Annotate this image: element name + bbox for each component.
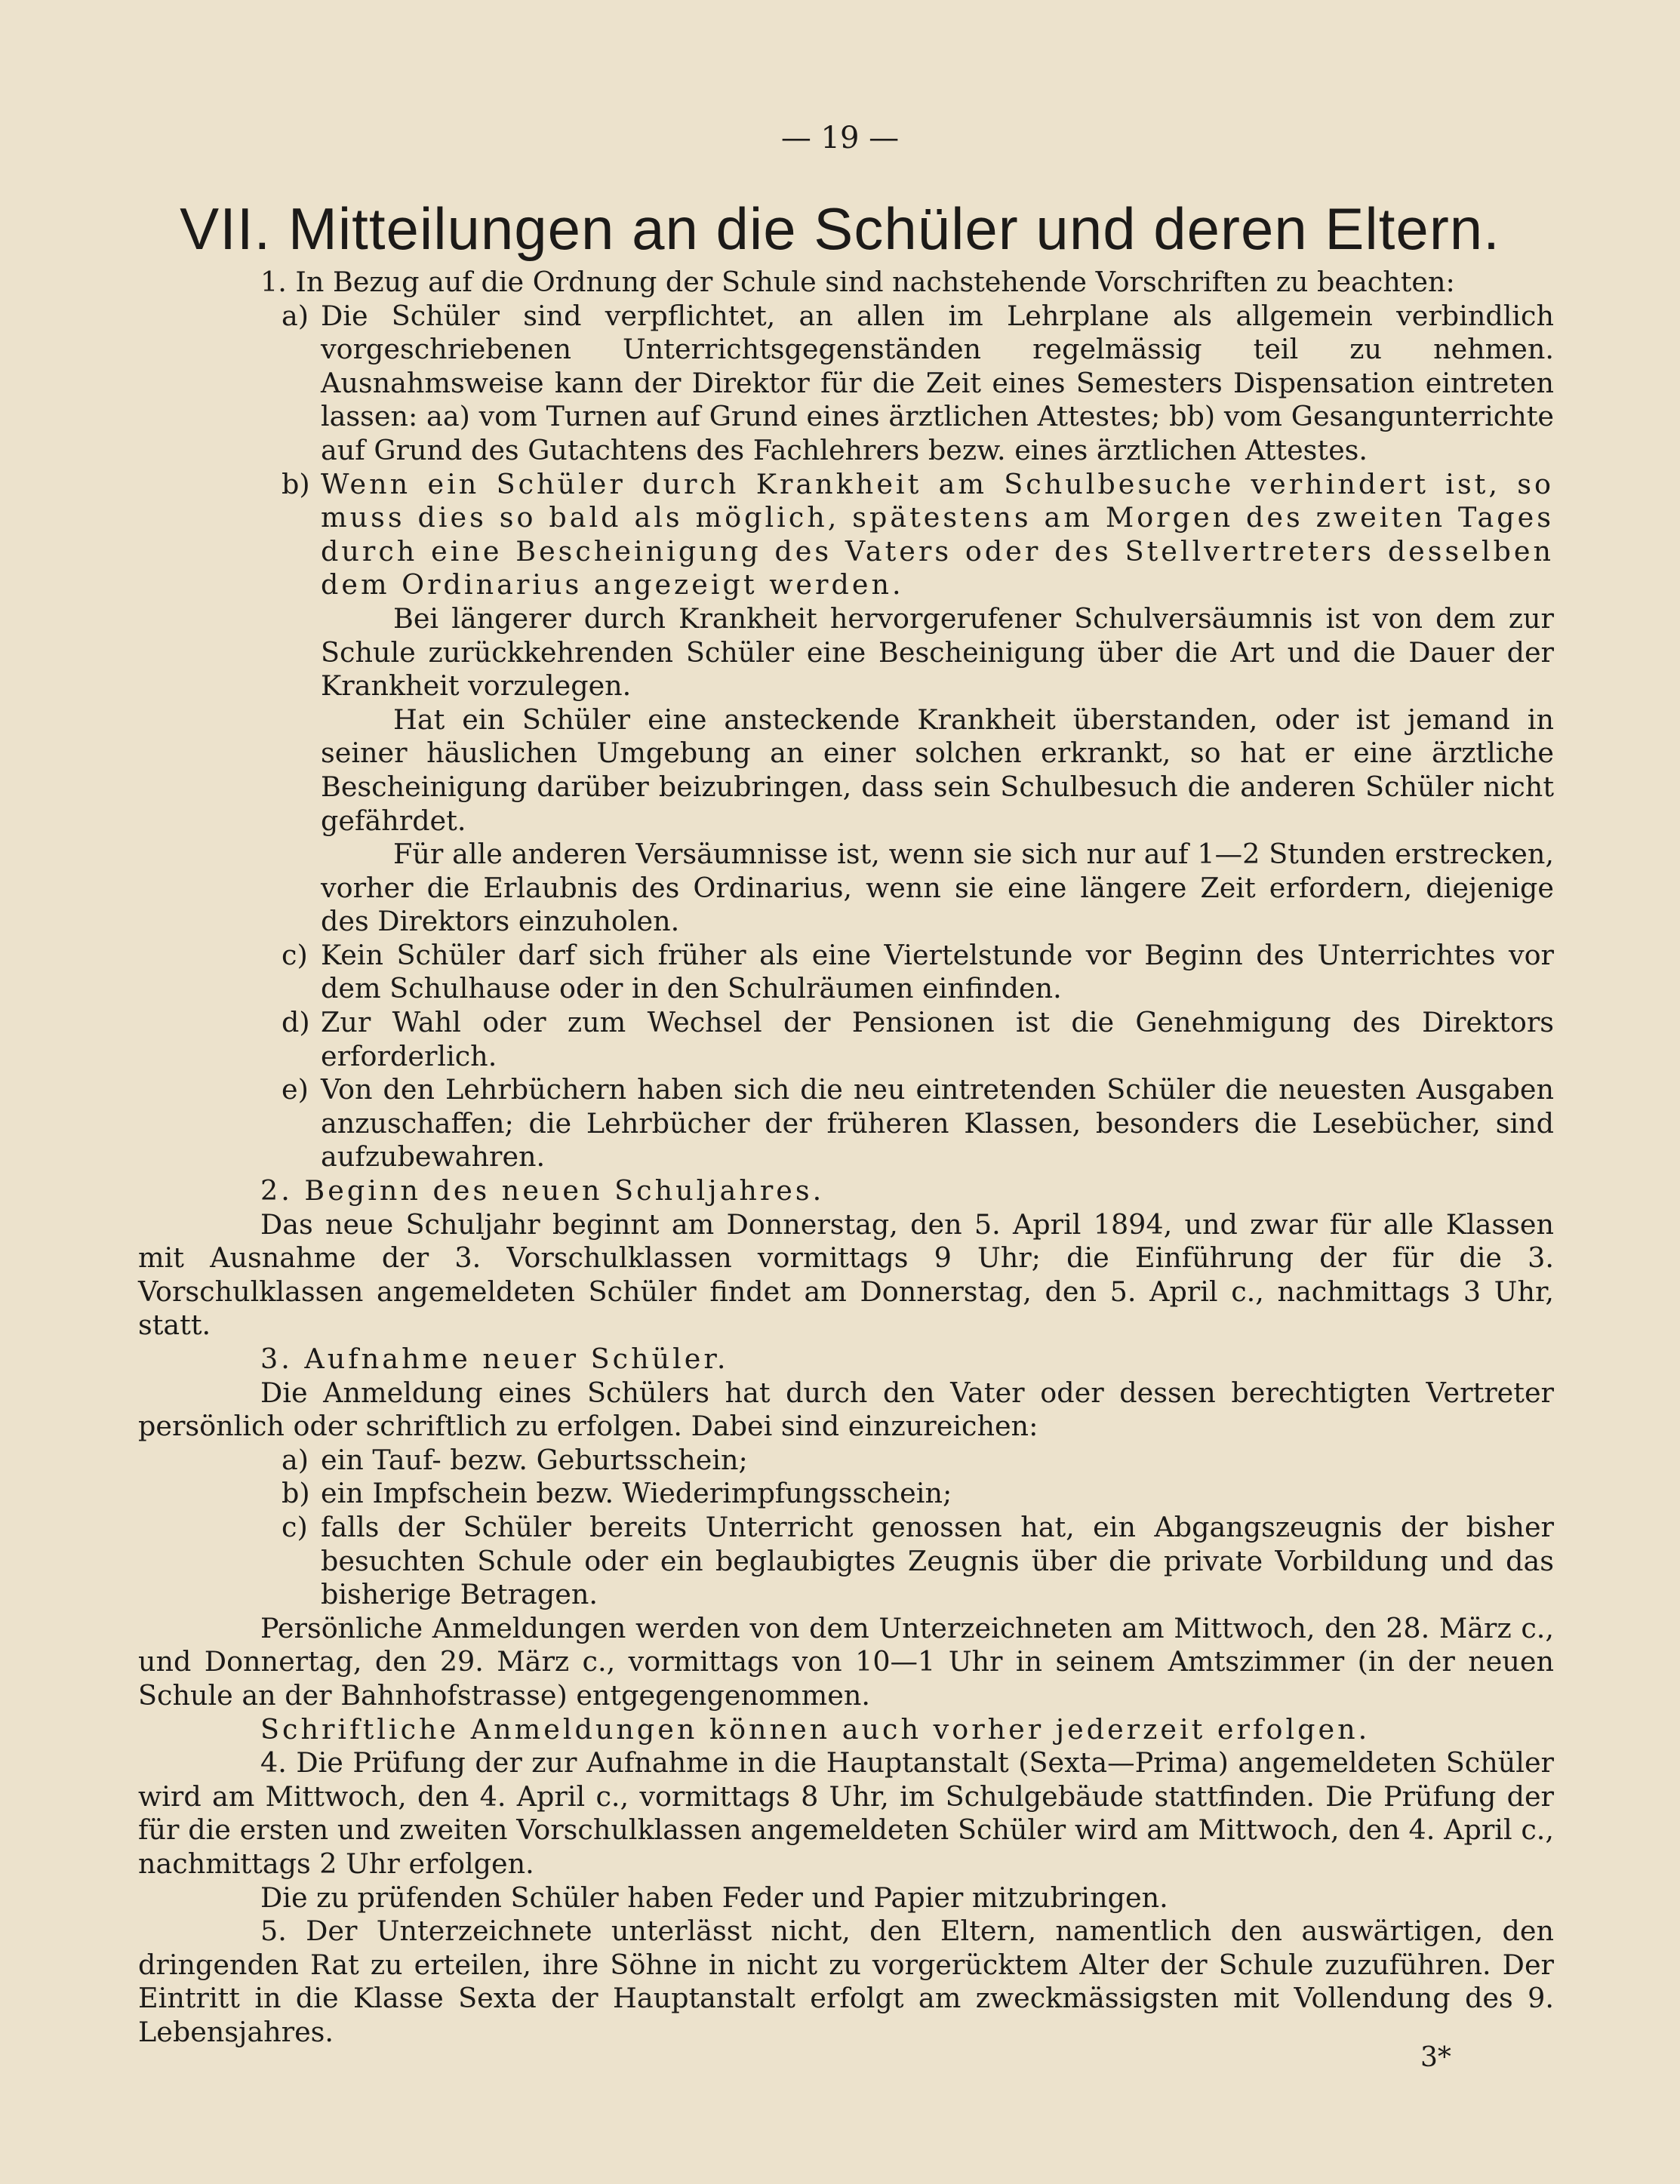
item-marker: d)	[282, 1006, 310, 1039]
section-1-lead: 1. In Bezug auf die Ordnung der Schule sind nachstehende Vorschriften zu beachten:	[260, 266, 1455, 298]
item-text: Wenn ein Schüler durch Krankheit am Schulbesuche verhindert ist, so muss dies so bald als möglich, spätestens am Morgen des zweiten Tages durch eine Bescheinigung des Vaters oder des Stellvertreters desselben dem Ordinarius angezeigt werden.	[321, 467, 1554, 601]
item-text: ein Tauf- bezw. Geburtsschein;	[321, 1443, 748, 1476]
section-4-paragraph: 4. Die Prüfung der zur Aufnahme in die Hauptanstalt (Sexta—Prima) angemeldeten Schüler wird am Mittwoch, den 4. April c., vormittags 8 Uhr, im Schulgebäude stattfinden. Die Prüfung der für die ersten und zweiten Vorschulklassen angemeldeten Schüler wird am Mittwoch, den 4. April c., nachmittags 2 Uhr erfolgen.	[138, 1746, 1554, 1880]
item-marker: e)	[282, 1073, 309, 1106]
item-text: ein Impfschein bezw. Wiederimpfungsschein;	[321, 1477, 952, 1510]
list-item	[138, 1444, 1554, 1478]
section-5-paragraph: 5. Der Unterzeichnete unterlässt nicht, den Eltern, namentlich den auswärtigen, den dringenden Rat zu erteilen, ihre Söhne in nicht zu vorgerücktem Alter der Schule zuzuführen. Der Eintritt in die Klasse Sexta der Hauptanstalt erfolgt am zweckmässigsten mit Vollendung des 9. Lebensjahres.	[138, 1915, 1554, 2048]
item-text: Von den Lehrbüchern haben sich die neu eintretenden Schüler die neuesten Ausgaben anzuschaffen; die Lehrbücher der früheren Klassen, besonders die Lesebücher, sind aufzubewahren.	[321, 1073, 1554, 1174]
list-item	[138, 1477, 1554, 1511]
list-item	[138, 1073, 1554, 1174]
item-marker: a)	[282, 1443, 309, 1476]
list-item	[138, 1511, 1554, 1612]
paragraph: Die Anmeldung eines Schülers hat durch den Vater oder dessen berechtigten Vertreter persönlich oder schriftlich zu erfolgen. Dabei sind einzureichen:	[138, 1376, 1554, 1443]
item-marker: b)	[282, 467, 310, 500]
list-item	[138, 468, 1554, 602]
section-3-lead: 3. Aufnahme neuer Schüler.	[260, 1343, 729, 1375]
sub-paragraph: Hat ein Schüler eine ansteckende Krankheit überstanden, oder ist jemand in seiner häuslichen Umgebung an einer solchen erkrankt, so hat er eine ärztliche Bescheinigung darüber beizubringen, dass sein Schulbesuch die anderen Schüler nicht gefährdet.	[321, 703, 1554, 837]
item-marker: a)	[282, 299, 309, 332]
signature-mark: 3*	[1420, 2042, 1451, 2073]
paragraph: Das neue Schuljahr beginnt am Donnerstag, den 5. April 1894, und zwar für alle Klassen mit Ausnahme der 3. Vorschulklassen vormittags 9 Uhr; die Einführung der für die 3. Vorschulklassen angemeldeten Schüler findet am Donnerstag, den 5. April c., nachmittags 3 Uhr, statt.	[138, 1207, 1554, 1342]
item-marker: c)	[282, 938, 308, 971]
paragraph: Persönliche Anmeldungen werden von dem Unterzeichneten am Mittwoch, den 28. März c., und Donnertag, den 29. März c., vormittags von 10—1 Uhr in seinem Amtszimmer (in der neuen Schule an der Bahnhofstrasse) entgegengenommen.	[138, 1611, 1554, 1712]
document-body	[138, 266, 1554, 2049]
section-2-lead: 2. Beginn des neuen Schuljahres.	[260, 1174, 825, 1207]
item-text: falls der Schüler bereits Unterricht genossen hat, ein Abgangszeugnis der bisher besuchten Schule oder ein beglaubigtes Zeugnis über die private Vorbildung und das bisherige Betragen.	[321, 1510, 1554, 1611]
page-title: VII. Mitteilungen an die Schüler und deren Eltern.	[180, 195, 1500, 262]
page-number: — 19 —	[780, 121, 900, 155]
paragraph: Schriftliche Anmeldungen können auch vorher jederzeit erfolgen.	[260, 1712, 1371, 1746]
list-item	[138, 300, 1554, 468]
item-text: Zur Wahl oder zum Wechsel der Pensionen ist die Genehmigung des Direktors erforderlich.	[321, 1006, 1554, 1072]
paragraph: Die zu prüfenden Schüler haben Feder und Papier mitzubringen.	[260, 1881, 1168, 1914]
sub-paragraph: Für alle anderen Versäumnisse ist, wenn sie sich nur auf 1—2 Stunden erstrecken, vorher die Erlaubnis des Ordinarius, wenn sie eine längere Zeit erfordern, diejenige des Direktors einzuholen.	[321, 838, 1554, 938]
item-marker: c)	[282, 1510, 308, 1543]
item-text: Die Schüler sind verpflichtet, an allen im Lehrplane als allgemein verbindlich vorgeschriebenen Unterrichtsgegenständen regelmässig teil zu nehmen. Ausnahmsweise kann der Direktor für die Zeit eines Semesters Dispensation eintreten lassen: aa) vom Turnen auf Grund eines ärztlichen Attestes; bb) vom Gesangunterrichte auf Grund des Gutachtens des Fachlehrers bezw. eines ärztlichen Attestes.	[321, 299, 1554, 466]
item-text: Kein Schüler darf sich früher als eine Viertelstunde vor Beginn des Unterrichtes vor dem Schulhause oder in den Schulräumen einfinden.	[321, 938, 1554, 1005]
list-item	[138, 939, 1554, 1006]
sub-paragraph: Bei längerer durch Krankheit hervorgerufener Schulversäumnis ist von dem zur Schule zurückkehrenden Schüler eine Bescheinigung über die Art und die Dauer der Krankheit vorzulegen.	[321, 601, 1554, 703]
item-marker: b)	[282, 1477, 310, 1510]
list-item	[138, 1006, 1554, 1073]
